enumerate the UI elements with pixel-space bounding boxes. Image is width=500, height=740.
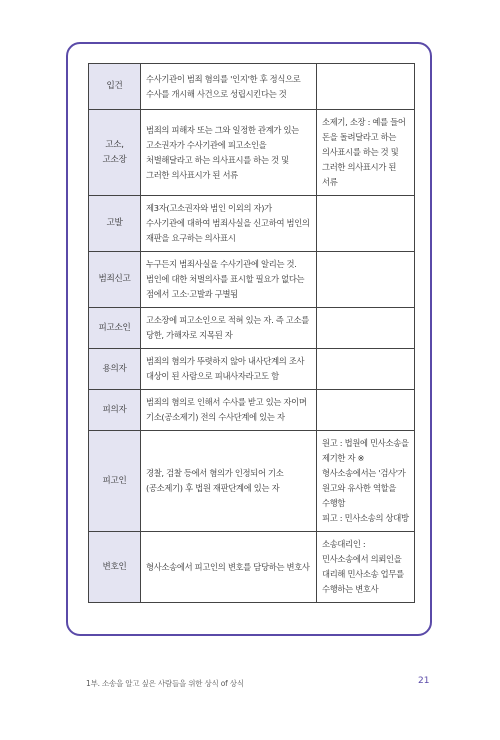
definition-cell: 형사소송에서 피고인의 변호를 담당하는 변호사 bbox=[141, 532, 317, 603]
definition-cell: 범죄의 피해자 또는 그와 일정한 관계가 있는 고소권자가 수사기관에 피고소인을 처벌해달라고 하는 의사표시를 하는 것 및 그러한 의사표시가 된 서류 bbox=[141, 110, 317, 196]
note-cell: 소송대리인 : 민사소송에서 의뢰인을 대리해 민사소송 업무를 수행하는 변호사 bbox=[317, 532, 415, 603]
definition-cell: 범죄의 혐의로 인해서 수사를 받고 있는 자이며 기소(공소제기) 전의 수사단계에 있는 자 bbox=[141, 390, 317, 431]
note-cell bbox=[317, 252, 415, 308]
table-row bbox=[89, 349, 415, 390]
table-row bbox=[89, 390, 415, 431]
term-cell: 피고소인 bbox=[89, 308, 141, 349]
note-cell: 소제기, 소장 : 예를 들어 돈을 돌려달라고 하는 의사표시를 하는 것 및 그러한 의사표시가 된 서류 bbox=[317, 110, 415, 196]
definition-cell: 제3자(고소권자와 범인 이외의 자)가 수사기관에 대하여 범죄사실을 신고하여 범인의 재판을 요구하는 의사표시 bbox=[141, 196, 317, 252]
term-cell: 입건 bbox=[89, 64, 141, 110]
term-cell: 범죄신고 bbox=[89, 252, 141, 308]
note-cell bbox=[317, 349, 415, 390]
note-cell bbox=[317, 64, 415, 110]
terminology-table bbox=[88, 63, 415, 603]
table-row bbox=[89, 308, 415, 349]
table-row bbox=[89, 196, 415, 252]
term-cell: 용의자 bbox=[89, 349, 141, 390]
note-cell: 원고 : 법원에 민사소송을 제기한 자 ※ 형사소송에서는 '검사'가 원고와 유사한 역할을 수행함 피고 : 민사소송의 상대방 bbox=[317, 431, 415, 532]
page-number: 21 bbox=[418, 676, 430, 686]
term-cell: 고발 bbox=[89, 196, 141, 252]
table-row bbox=[89, 64, 415, 110]
table-row bbox=[89, 252, 415, 308]
footer-running-title: 1부. 소송을 알고 싶은 사람들을 위한 상식 of 상식 bbox=[86, 679, 244, 688]
definition-cell: 고소장에 피고소인으로 적혀 있는 자. 즉 고소를 당한, 가해자로 지목된 자 bbox=[141, 308, 317, 349]
term-cell bbox=[89, 110, 141, 196]
table-row bbox=[89, 532, 415, 603]
table-row bbox=[89, 431, 415, 532]
term-label: 고소, 고소장 bbox=[102, 139, 127, 165]
definition-cell: 누구든지 범죄사실을 수사기관에 알리는 것. 범인에 대한 처벌의사를 표시할 필요가 없다는 점에서 고소·고발과 구별됨 bbox=[141, 252, 317, 308]
term-cell: 변호인 bbox=[89, 532, 141, 603]
note-cell bbox=[317, 196, 415, 252]
term-cell: 피고인 bbox=[89, 431, 141, 532]
term-cell: 피의자 bbox=[89, 390, 141, 431]
definition-cell: 경찰, 검찰 등에서 혐의가 인정되어 기소(공소제기) 후 법원 재판단계에 있는 자 bbox=[141, 431, 317, 532]
table-row bbox=[89, 110, 415, 196]
definition-cell: 수사기관이 범죄 혐의를 '인지'한 후 정식으로 수사를 개시해 사건으로 성립시킨다는 것 bbox=[141, 64, 317, 110]
note-cell bbox=[317, 390, 415, 431]
note-cell bbox=[317, 308, 415, 349]
definition-cell: 범죄의 혐의가 뚜렷하지 않아 내사단계의 조사 대상이 된 사람으로 피내사자라고도 함 bbox=[141, 349, 317, 390]
